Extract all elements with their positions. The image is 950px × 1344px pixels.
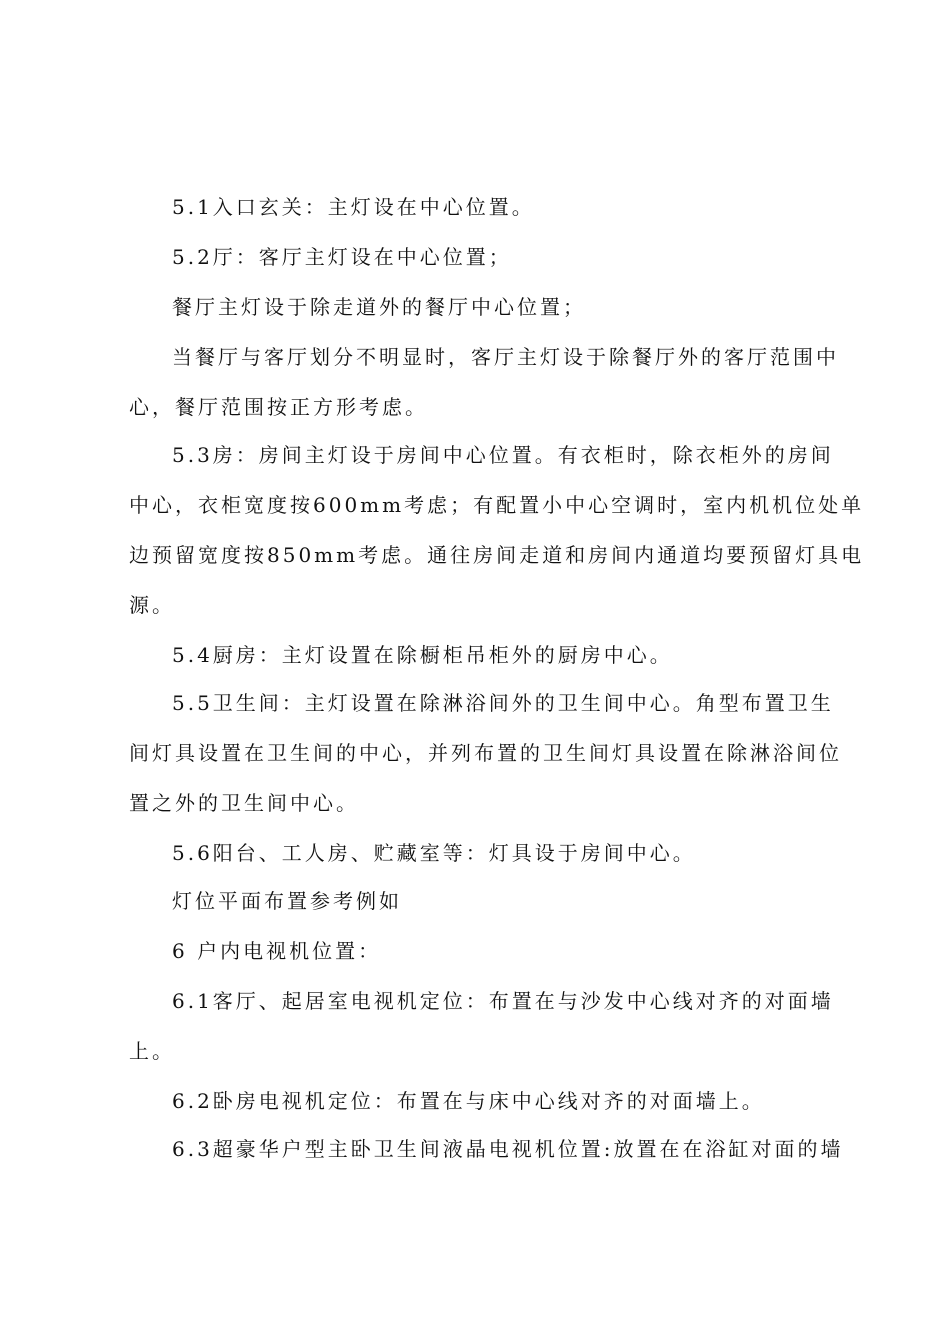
paragraph-5-2-hall: 5.2厅：客厅主灯设在中心位置； — [172, 245, 512, 269]
paragraph-5-1-entrance: 5.1入口玄关：主灯设在中心位置。 — [172, 195, 535, 219]
paragraph-dining-living-line-2: 心，餐厅范围按正方形考虑。 — [129, 395, 428, 419]
paragraph-light-layout-reference: 灯位平面布置参考例如 — [172, 889, 402, 913]
paragraph-6-1-living-line-2: 上。 — [129, 1039, 175, 1063]
paragraph-5-4-kitchen: 5.4厨房：主灯设置在除橱柜吊柜外的厨房中心。 — [172, 643, 673, 667]
paragraph-5-3-room-line-2: 中心，衣柜宽度按600mm考虑；有配置小中心空调时，室内机机位处单 — [129, 493, 865, 517]
paragraph-5-5-bathroom-line-2: 间灯具设置在卫生间的中心，并列布置的卫生间灯具设置在除淋浴间位 — [129, 741, 842, 765]
paragraph-6-1-living-line-1: 6.1客厅、起居室电视机定位：布置在与沙发中心线对齐的对面墙 — [172, 989, 834, 1013]
paragraph-5-5-bathroom-line-3: 置之外的卫生间中心。 — [129, 791, 359, 815]
paragraph-5-3-room-line-3: 边预留宽度按850mm考虑。通往房间走道和房间内通道均要预留灯具电 — [129, 543, 865, 567]
paragraph-5-3-room-line-1: 5.3房：房间主灯设于房间中心位置。有衣柜时，除衣柜外的房间 — [172, 443, 834, 467]
paragraph-6-2-bedroom-tv: 6.2卧房电视机定位：布置在与床中心线对齐的对面墙上。 — [172, 1089, 765, 1113]
paragraph-6-3-master-bath-tv: 6.3超豪华户型主卧卫生间液晶电视机位置:放置在在浴缸对面的墙 — [172, 1137, 844, 1161]
paragraph-5-5-bathroom-line-1: 5.5卫生间：主灯设置在除淋浴间外的卫生间中心。角型布置卫生 — [172, 691, 834, 715]
paragraph-dining-living-line-1: 当餐厅与客厅划分不明显时，客厅主灯设于除餐厅外的客厅范围中 — [172, 345, 839, 369]
paragraph-dining-light: 餐厅主灯设于除走道外的餐厅中心位置； — [172, 295, 586, 319]
paragraph-5-6-balcony: 5.6阳台、工人房、贮藏室等：灯具设于房间中心。 — [172, 841, 696, 865]
paragraph-5-3-room-line-4: 源。 — [129, 593, 175, 617]
heading-6-tv-position: 6 户内电视机位置： — [172, 939, 382, 963]
